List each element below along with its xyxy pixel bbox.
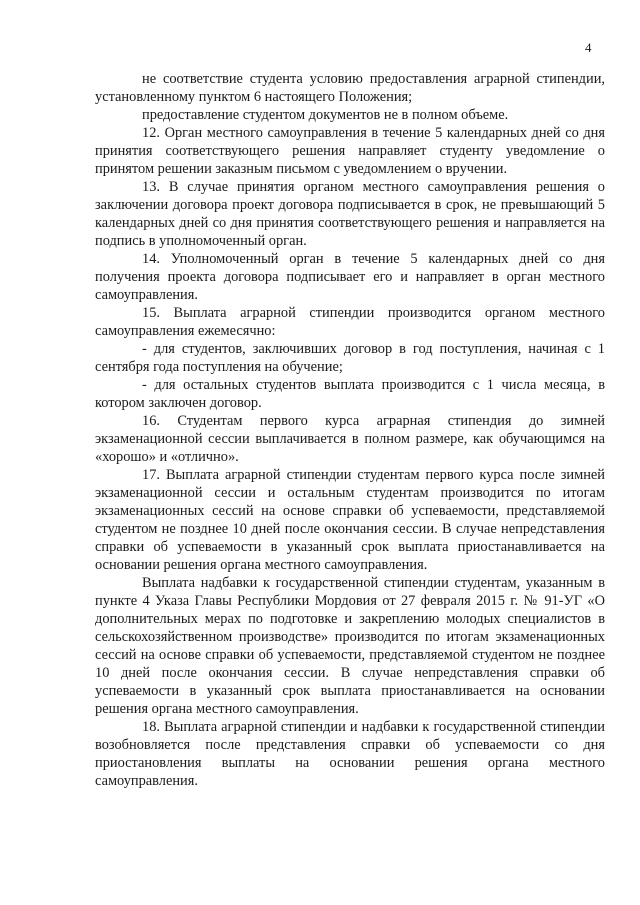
paragraph-16: 16. Студентам первого курса аграрная стипендия до зимней экзаменационной сессии выплачивается в полном размере, как обучающимся на «хорошо» и «отлично». bbox=[95, 413, 605, 465]
paragraph-nonconformity: не соответствие студента условию предоставления аграрной стипендии, установленному пунктом 6 настоящего Положения; bbox=[95, 71, 605, 105]
paragraph-allowance-payment: Выплата надбавки к государственной стипендии студентам, указанным в пункте 4 Указа Главы Республики Мордовия от 27 февраля 2015 г. № 91-УГ «О дополнительных мерах по подготовке и закреплению молодых специалистов в сельскохозяйственном производстве» производится по итогам экзаменационных сессий на основе справки об успеваемости, представляемой студентом не позднее 10 дней после окончания сессии. В случае непредставления справки об успеваемости в указанный срок выплата приостанавливается на основании решения органа местного самоуправления. bbox=[95, 575, 605, 717]
paragraph-18: 18. Выплата аграрной стипендии и надбавки к государственной стипендии возобновляется после представления справки об успеваемости со дня приостановления выплаты на основании решения органа местного самоуправления. bbox=[95, 719, 605, 789]
page-number: 4 bbox=[585, 40, 592, 55]
document-body bbox=[95, 70, 605, 790]
paragraph-15: 15. Выплата аграрной стипендии производится органом местного самоуправления ежемесячно: bbox=[95, 305, 605, 339]
paragraph-incomplete-documents: предоставление студентом документов не в полном объеме. bbox=[142, 107, 509, 123]
paragraph-15-item-2: - для остальных студентов выплата производится с 1 числа месяца, в котором заключен договор. bbox=[95, 377, 605, 411]
paragraph-15-item-1: - для студентов, заключивших договор в год поступления, начиная с 1 сентября года поступления на обучение; bbox=[95, 341, 605, 375]
paragraph-12: 12. Орган местного самоуправления в течение 5 календарных дней со дня принятия соответствующего решения направляет студенту уведомление о принятом решении заказным письмом с уведомлением о вручении. bbox=[95, 125, 605, 177]
paragraph-17: 17. Выплата аграрной стипендии студентам первого курса после зимней экзаменационной сессии и остальным студентам производится по итогам экзаменационных сессий на основе справки об успеваемости, представляемой студентом не позднее 10 дней после окончания сессии. В случае непредставления справки об успеваемости в указанный срок выплата приостанавливается на основании решения органа местного самоуправления. bbox=[95, 467, 605, 573]
paragraph-14: 14. Уполномоченный орган в течение 5 календарных дней со дня получения проекта договора подписывает его и направляет в орган местного самоуправления. bbox=[95, 251, 605, 303]
paragraph-13: 13. В случае принятия органом местного самоуправления решения о заключении договора проект договора подписывается в срок, не превышающий 5 календарных дней со дня принятия соответствующего решения и направляется на подпись в уполномоченный орган. bbox=[95, 179, 605, 249]
